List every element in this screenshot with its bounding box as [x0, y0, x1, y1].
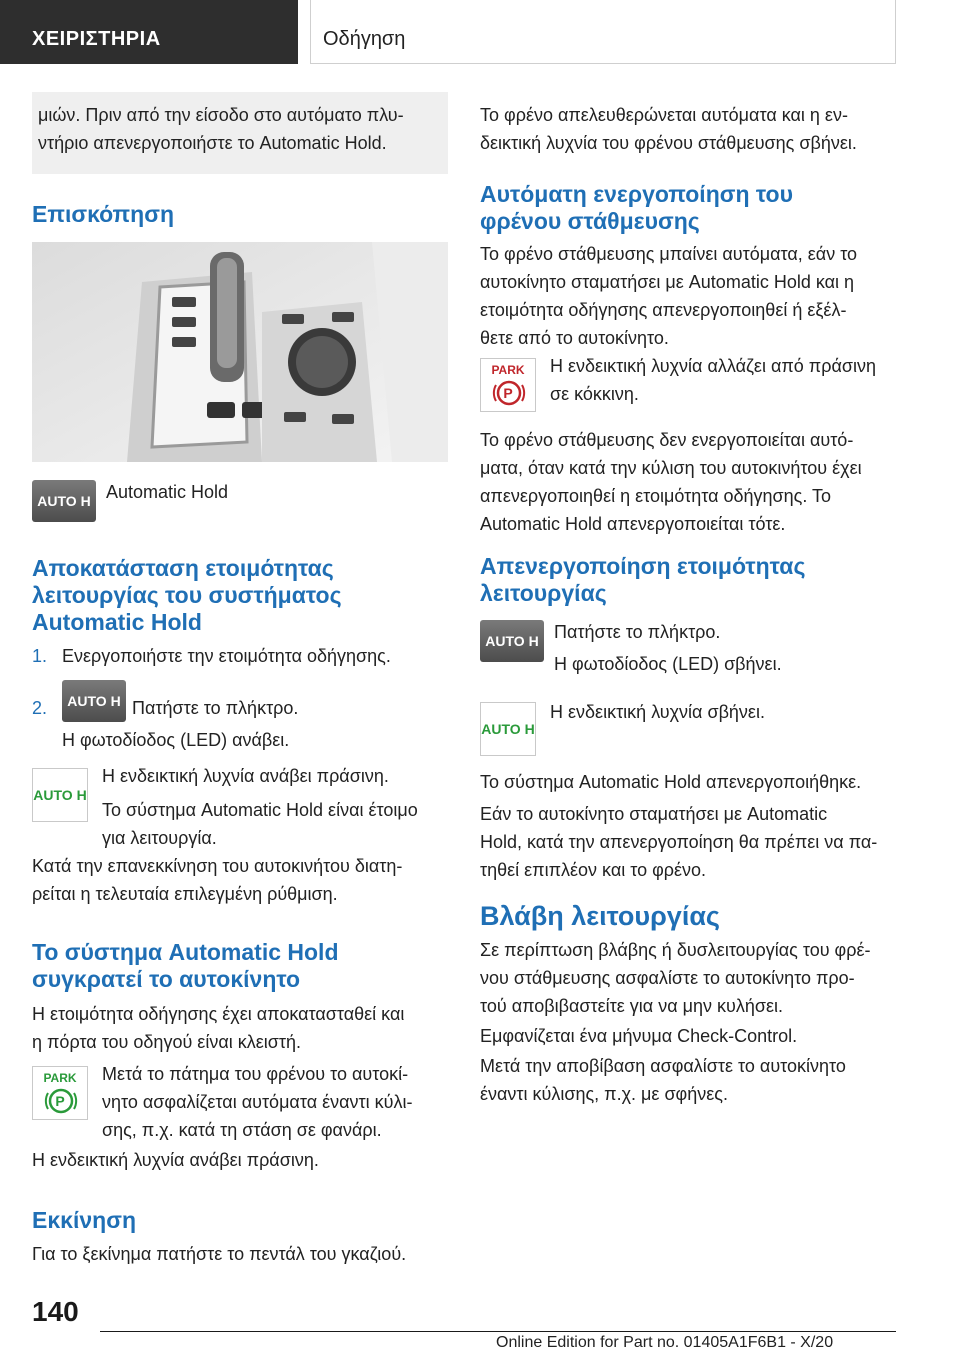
press-key-text: Πατήστε το πλήκτρο.: [554, 622, 721, 642]
not-active-line-2: ματα, όταν κατά την κύλιση του αυτοκινήτου έχει: [480, 458, 862, 478]
start-text: Για το ξεκίνημα πατήστε το πεντάλ του γκαζιού.: [32, 1244, 407, 1264]
park-text-line-3: σης, π.χ. κατά τη στάση σε φανάρι.: [102, 1120, 382, 1140]
auto-h-indicator-icon-right: AUTO H: [480, 702, 536, 756]
section-title: ΧΕΙΡΙΣΤΗΡΙΑ: [32, 28, 161, 50]
auto-h-button-icon: AUTO H: [32, 480, 96, 522]
step-1-number: 1.: [32, 646, 48, 666]
not-active-line-4: Automatic Hold απενεργοποιείται τότε.: [480, 514, 786, 534]
auto-park-text-line-4: θετε από το αυτοκίνητο.: [480, 328, 669, 348]
restore-heading-line-2: λειτουργίας του συστήματος: [32, 582, 342, 608]
restore-heading-line-1: Αποκατάσταση ετοιμότητας: [32, 555, 334, 581]
auto-park-text-line-3: ετοιμότητα οδήγησης απενεργοποιηθεί ή εξέλ-: [480, 300, 847, 320]
auto-park-heading-line-1: Αυτόματη ενεργοποίηση του: [480, 181, 793, 207]
holds-heading-line-2: συγκρατεί το αυτοκίνητο: [32, 966, 301, 992]
lamp-off-text: Η ενδεικτική λυχνία σβήνει.: [550, 702, 765, 722]
deactivate-heading-line-2: λειτουργίας: [480, 580, 607, 606]
secure-line-1: Μετά την αποβίβαση ασφαλίστε το αυτοκίνητο: [480, 1056, 846, 1076]
auto-park-text-line-2: αυτοκίνητο σταματήσει με Automatic Hold και η: [480, 272, 855, 292]
deactivated-text: Το σύστημα Automatic Hold απενεργοποιήθηκε.: [480, 772, 862, 792]
step-2-text: Πατήστε το πλήκτρο.: [132, 698, 299, 718]
chapter-tab: [310, 0, 896, 64]
ready-line-1: Το σύστημα Automatic Hold είναι έτοιμο: [102, 800, 418, 820]
step-2-number: 2.: [32, 698, 48, 718]
restart-line-2: ρείται η τελευταία επιλεγμένη ρύθμιση.: [32, 884, 338, 904]
note-line-2: ντήριο απενεργοποιήστε το Automatic Hold.: [38, 133, 387, 153]
console-illustration: [32, 242, 448, 462]
page-header: [0, 0, 960, 66]
lamp-green-text: Η ενδεικτική λυχνία ανάβει πράσινη.: [102, 766, 389, 786]
restart-line-1: Κατά την επανεκκίνηση του αυτοκινήτου διατη-: [32, 856, 403, 876]
auto-h-caption: Automatic Hold: [106, 482, 229, 502]
release-line-2: δεικτική λυχνία του φρένου στάθμευσης σβήνει.: [480, 133, 857, 153]
auto-h-button-icon-step: AUTO H: [62, 680, 126, 722]
park-indicator-red-icon: PARK P: [480, 358, 536, 412]
fault-heading: Βλάβη λειτουργίας: [480, 901, 720, 931]
step-1-text: Ενεργοποιήστε την ετοιμότητα οδήγησης.: [62, 646, 391, 666]
park-indicator-green-icon: PARK P: [32, 1066, 88, 1120]
holds-text-line-1: Η ετοιμότητα οδήγησης έχει αποκατασταθεί και: [32, 1004, 405, 1024]
not-active-line-3: απενεργοποιηθεί η ετοιμότητα οδήγησης. Το: [480, 486, 832, 506]
ready-line-2: για λειτουργία.: [102, 828, 217, 848]
footer-divider: [100, 1331, 896, 1332]
fault-text-line-3: τού αποβιβαστείτε για να μην κυλήσει.: [480, 996, 783, 1016]
led-off-text: Η φωτοδίοδος (LED) σβήνει.: [554, 654, 782, 674]
step-2-led-text: Η φωτοδίοδος (LED) ανάβει.: [62, 730, 290, 750]
check-control-text: Εμφανίζεται ένα μήνυμα Check-Control.: [480, 1026, 798, 1046]
secure-line-2: έναντι κύλισης, π.χ. με σφήνες.: [480, 1084, 728, 1104]
page-number: 140: [32, 1296, 79, 1327]
deactivate-heading-line-1: Απενεργοποίηση ετοιμότητας: [480, 553, 806, 579]
not-active-line-1: Το φρένο στάθμευσης δεν ενεργοποιείται αυτό-: [480, 430, 854, 450]
holds-heading-line-1: Το σύστημα Automatic Hold: [32, 939, 339, 965]
lamp-change-line-1: Η ενδεικτική λυχνία αλλάζει από πράσινη: [550, 356, 876, 376]
edition-text: Online Edition for Part no. 01405A1F6B1 - X/20: [496, 1334, 834, 1351]
park-text-line-1: Μετά το πάτημα του φρένου το αυτοκί-: [102, 1064, 409, 1084]
auto-park-text-line-1: Το φρένο στάθμευσης μπαίνει αυτόματα, εάν το: [480, 244, 858, 264]
chapter-title: Οδήγηση: [323, 28, 406, 50]
fault-text-line-2: νου στάθμευσης ασφαλίστε το αυτοκίνητο προ-: [480, 968, 855, 988]
lamp-change-line-2: σε κόκκινη.: [550, 384, 639, 404]
park-text-line-2: νητο ασφαλίζεται αυτόματα έναντι κύλι-: [102, 1092, 413, 1112]
start-heading: Εκκίνηση: [32, 1207, 137, 1233]
overview-heading: Επισκόπηση: [32, 201, 174, 227]
stopped-line-1: Εάν το αυτοκίνητο σταματήσει με Automatic: [480, 804, 828, 824]
auto-h-indicator-icon: AUTO H: [32, 768, 88, 822]
lamp-green-text-2: Η ενδεικτική λυχνία ανάβει πράσινη.: [32, 1150, 319, 1170]
release-line-1: Το φρένο απελευθερώνεται αυτόματα και η εν-: [480, 105, 848, 125]
section-tab: [0, 0, 298, 64]
auto-park-heading-line-2: φρένου στάθμευσης: [480, 208, 700, 234]
fault-text-line-1: Σε περίπτωση βλάβης ή δυσλειτουργίας του φρέ-: [480, 940, 871, 960]
stopped-line-3: τηθεί επιπλέον και το φρένο.: [480, 860, 707, 880]
restore-heading-line-3: Automatic Hold: [32, 609, 202, 635]
holds-text-line-2: η πόρτα του οδηγού είναι κλειστή.: [32, 1032, 301, 1052]
console-photo: [32, 242, 448, 462]
note-line-1: μιών. Πριν από την είσοδο στο αυτόματο πλυ-: [38, 105, 404, 125]
auto-h-button-icon-right: AUTO H: [480, 620, 544, 662]
stopped-line-2: Hold, κατά την απενεργοποίηση θα πρέπει να πα-: [480, 832, 878, 852]
